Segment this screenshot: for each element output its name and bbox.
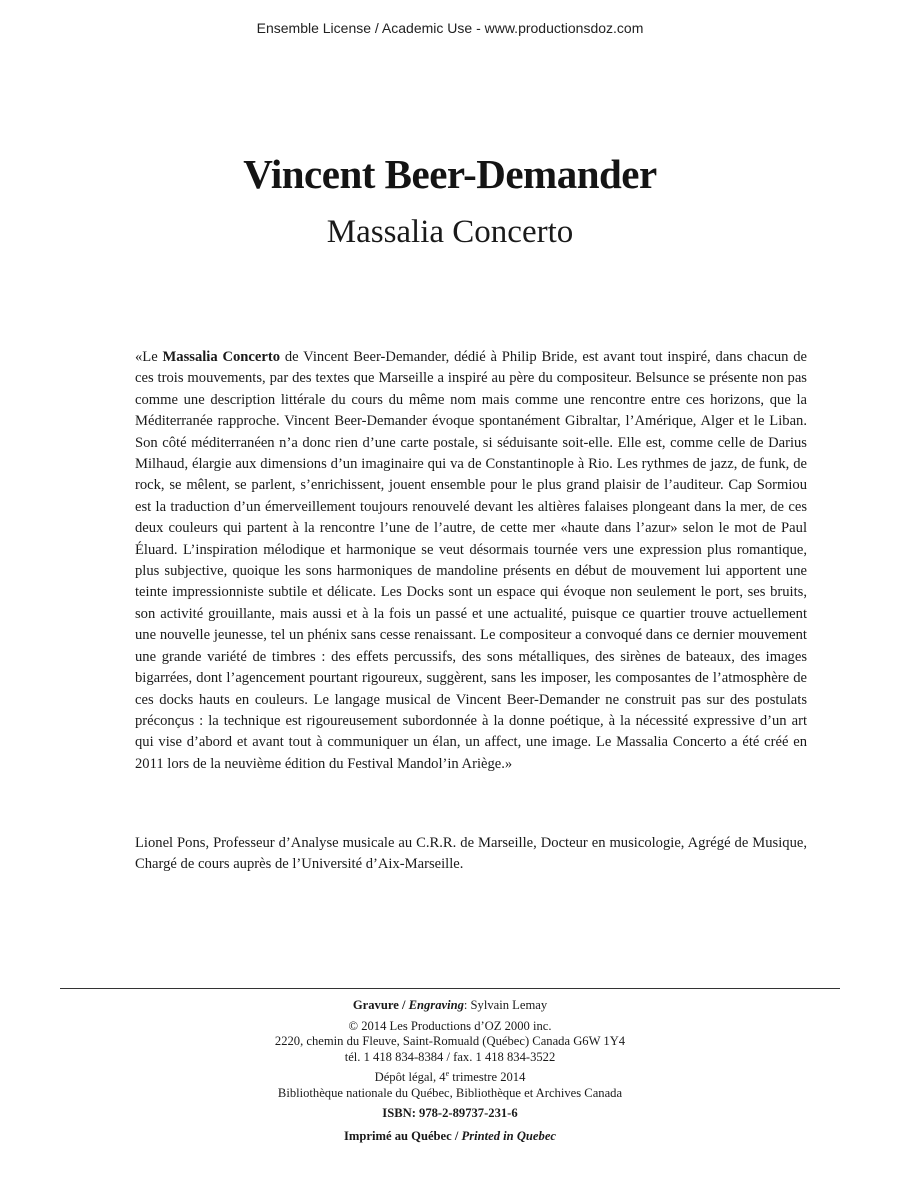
isbn-text: ISBN: 978-2-89737-231-6 bbox=[382, 1106, 518, 1120]
notes-work-title: Massalia Concerto bbox=[162, 349, 281, 365]
legal-deposit-prefix: Dépôt légal, 4 bbox=[374, 1070, 446, 1084]
legal-deposit bbox=[0, 1070, 900, 1086]
publisher-address: 2220, chemin du Fleuve, Saint-Romuald (Québec) Canada G6W 1Y4 bbox=[274, 1034, 626, 1048]
notes-author: Lionel Pons, Professeur d’Analyse musicale au C.R.R. de Marseille, Docteur en musicologie, Agrégé de Musique, Chargé de cours auprès de l’Université d’Aix-Marseille. bbox=[135, 835, 807, 873]
notes-body: de Vincent Beer-Demander, dédié à Philip Bride, est avant tout inspiré, dans chacun de ces trois mouvements, par des textes que Marseille a inspiré au père du compositeur. Belsunce se présente non pas comme une description littérale du cours du même nom mais comme une rencontre entre ces horizons, que la Méditerranée rapproche. Vincent Beer-Demander évoque spontanément Gibraltar, l’Amérique, Alger et le Liban. Son côté méditerranéen n’a donc rien d’une carte postale, si séduisante soit-elle. Elle est, comme celle de Darius Milhaud, élargie aux dimensions d’un imaginaire qui va de Constantinople à Rio. Les rythmes de jazz, de funk, de rock, se mêlent, se parlent, s’enrichissent, jouent ensemble pour le plus grand plaisir de l’auditeur. Cap Sormiou est la traduction d’un émerveillement toujours renouvelé devant les altières falaises plongeant dans la mer, de ces deux couleurs qui partent à la rencontre l’une de l’autre, de cette mer «haute dans l’azur» selon le mot de Paul Éluard. L’inspiration mélodique et harmonique se veut désormais tournée vers une expression plus romantique, plus subjective, quoique les sons harmoniques de mandoline présents en début de mouvement lui apportent une teinte impressionniste subtile et délicate. Les Docks sont un espace qui évoque non seulement le port, ses bruits, son activité grouillante, mais aussi et à la fois un passé et une actualité, puisque ce quartier trouve actuellement une nouvelle jeunesse, tel un phénix sans cesse renaissant. Le compositeur a convoqué dans ce dernier mouvement une grande variété de timbres : des effets percussifs, des sons métalliques, des sirènes de bateaux, des images bigarrées, dont l’agencement pourtant rigoureux, suggèrent, sans les imposer, les composantes de l’atmosphère de ces docks hauts en couleurs. Le langage musical de Vincent Beer-Demander ne construit pas sur des postulats préconçus : la technique est rigoureusement subordonnée à la donne poétique, à la nécessité expressive d’un art qui vise d’abord et avant tout à communiquer un élan, un affect, une image. Le Massalia Concerto a été créé en 2011 lors de la neuvième édition du Festival Mandol’in Ariège.» bbox=[135, 349, 808, 772]
legal-deposit-sup: e bbox=[445, 1068, 450, 1078]
isbn bbox=[0, 1106, 900, 1122]
engraving-label-fr: Gravure / bbox=[352, 998, 409, 1012]
colophon bbox=[0, 998, 900, 1144]
libraries-line: Bibliothèque nationale du Québec, Bibliothèque et Archives Canada bbox=[277, 1085, 623, 1100]
program-notes bbox=[135, 347, 807, 775]
license-header: Ensemble License / Academic Use - www.productionsdoz.com bbox=[256, 20, 644, 36]
composer-name: Vincent Beer-Demander bbox=[243, 151, 657, 197]
notes-open-quote: «Le bbox=[135, 349, 163, 365]
copyright-line: © 2014 Les Productions d’OZ 2000 inc. bbox=[348, 1018, 552, 1033]
engraving-label bbox=[353, 998, 464, 1012]
colophon-divider bbox=[60, 988, 840, 989]
printed-in bbox=[0, 1129, 900, 1145]
legal-deposit-suffix: trimestre 2014 bbox=[449, 1070, 526, 1084]
engraving-credit bbox=[0, 998, 900, 1014]
work-title: Massalia Concerto bbox=[326, 214, 574, 250]
publisher-phone-fax: tél. 1 418 834-8384 / fax. 1 418 834-3522 bbox=[344, 1049, 556, 1064]
printed-in-en: Printed in Quebec bbox=[461, 1128, 556, 1143]
engraving-label-en: Engraving bbox=[408, 998, 464, 1012]
engraver-name: : Sylvain Lemay bbox=[463, 998, 548, 1012]
printed-in-fr: Imprimé au Québec / bbox=[344, 1128, 462, 1143]
